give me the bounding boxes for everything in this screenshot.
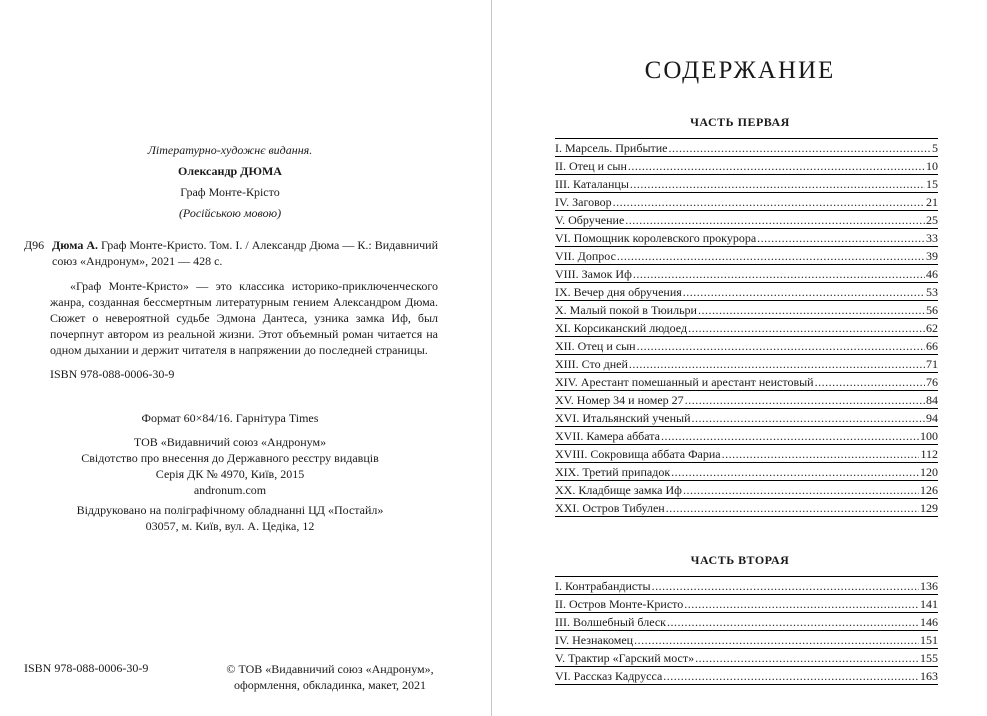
chapter-title: VII. Допрос — [555, 249, 616, 263]
part-two-chapter-list — [555, 576, 938, 685]
toc-entry[interactable] — [555, 499, 938, 517]
imprint-page — [0, 0, 490, 716]
isbn: ISBN 978-088-0006-30-9 — [50, 367, 175, 381]
chapter-title: IV. Незнакомец — [555, 633, 634, 647]
chapter-page-number: 56 — [926, 303, 938, 317]
dot-leader — [671, 464, 919, 480]
chapter-page-number: 163 — [920, 669, 938, 683]
chapter-title: V. Трактир «Гарский мост» — [555, 651, 695, 665]
dot-leader — [629, 356, 925, 372]
chapter-title: I. Контрабандисты — [555, 579, 651, 593]
part-one-chapter-list — [555, 138, 938, 517]
chapter-page-number: 5 — [932, 141, 938, 155]
toc-entry[interactable] — [555, 157, 938, 175]
chapter-title: V. Обручение — [555, 213, 625, 227]
dot-leader — [613, 194, 925, 210]
publisher-line: Серія ДК № 4970, Київ, 2015 — [155, 467, 305, 481]
chapter-page-number: 33 — [926, 231, 938, 245]
book-title: Граф Монте-Крісто — [180, 185, 280, 199]
dot-leader — [625, 212, 925, 228]
chapter-title: I. Марсель. Прибытие — [555, 141, 668, 155]
chapter-page-number: 71 — [926, 357, 938, 371]
toc-entry[interactable] — [555, 427, 938, 445]
chapter-page-number: 10 — [926, 159, 938, 173]
chapter-page-number: 94 — [926, 411, 938, 425]
dot-leader — [757, 230, 925, 246]
dot-leader — [633, 266, 925, 282]
bibliographic-description — [52, 237, 438, 269]
copyright-notice — [200, 661, 460, 693]
toc-entry[interactable] — [555, 649, 938, 667]
toc-entry[interactable] — [555, 247, 938, 265]
page-gutter — [491, 0, 492, 716]
chapter-page-number: 100 — [920, 429, 938, 443]
toc-entry[interactable] — [555, 667, 938, 685]
chapter-page-number: 39 — [926, 249, 938, 263]
biblio-author: Дюма А. — [52, 238, 99, 252]
toc-entry[interactable] — [555, 229, 938, 247]
chapter-page-number: 53 — [926, 285, 938, 299]
toc-entry[interactable] — [555, 595, 938, 613]
chapter-title: II. Остров Монте-Кристо — [555, 597, 684, 611]
dot-leader — [617, 248, 925, 264]
part-two-title: ЧАСТЬ ВТОРАЯ — [690, 553, 790, 567]
chapter-title: II. Отец и сын — [555, 159, 627, 173]
chapter-title: XXI. Остров Тибулен — [555, 501, 665, 515]
chapter-page-number: 84 — [926, 393, 938, 407]
publisher-info — [30, 434, 430, 498]
chapter-title: XX. Кладбище замка Иф — [555, 483, 682, 497]
toc-entry[interactable] — [555, 409, 938, 427]
dot-leader — [695, 650, 919, 666]
contents-page — [493, 0, 987, 716]
chapter-page-number: 76 — [926, 375, 938, 389]
part-one-title: ЧАСТЬ ПЕРВАЯ — [690, 115, 790, 129]
dot-leader — [630, 176, 925, 192]
copyright-line: оформлення, обкладинка, макет, 2021 — [233, 678, 427, 692]
chapter-page-number: 151 — [920, 633, 938, 647]
chapter-title: III. Каталанцы — [555, 177, 629, 191]
dot-leader — [683, 284, 925, 300]
chapter-page-number: 21 — [926, 195, 938, 209]
dot-leader — [683, 482, 919, 498]
toc-entry[interactable] — [555, 211, 938, 229]
edition-type: Літературно-художнє видання. — [147, 143, 313, 157]
dot-leader — [669, 140, 932, 156]
publisher-line: ТОВ «Видавничий союз «Андронум» — [133, 435, 327, 449]
chapter-title: XVII. Камера аббата — [555, 429, 661, 443]
printer-address: 03057, м. Київ, вул. А. Цедіка, 12 — [145, 519, 315, 533]
toc-entry[interactable] — [555, 139, 938, 157]
dot-leader — [652, 578, 919, 594]
publisher-line: Свідотство про внесення до Державного реєстру видавців — [81, 451, 379, 465]
toc-entry[interactable] — [555, 337, 938, 355]
chapter-title: IV. Заговор — [555, 195, 612, 209]
toc-entry[interactable] — [555, 481, 938, 499]
dot-leader — [815, 374, 925, 390]
chapter-page-number: 62 — [926, 321, 938, 335]
toc-entry[interactable] — [555, 301, 938, 319]
isbn-footer: ISBN 978-088-0006-30-9 — [24, 661, 149, 675]
author-name: Олександр ДЮМА — [178, 164, 282, 178]
toc-entry[interactable] — [555, 355, 938, 373]
toc-entry[interactable] — [555, 175, 938, 193]
toc-entry[interactable] — [555, 631, 938, 649]
toc-entry[interactable] — [555, 445, 938, 463]
chapter-title: X. Малый покой в Тюильри — [555, 303, 697, 317]
language-note: (Російською мовою) — [178, 206, 282, 220]
chapter-title: VI. Рассказ Кадрусса — [555, 669, 663, 683]
chapter-page-number: 141 — [920, 597, 938, 611]
chapter-page-number: 15 — [926, 177, 938, 191]
chapter-title: XIII. Сто дней — [555, 357, 628, 371]
chapter-page-number: 66 — [926, 339, 938, 353]
dot-leader — [688, 320, 925, 336]
dot-leader — [663, 668, 919, 684]
chapter-title: VIII. Замок Иф — [555, 267, 632, 281]
chapter-title: XVI. Итальянский ученый — [555, 411, 691, 425]
printer-line: Віддруковано на поліграфічному обладнанні ЦД «Постайл» — [76, 503, 384, 517]
chapter-title: IX. Вечер дня обручения — [555, 285, 682, 299]
chapter-page-number: 129 — [920, 501, 938, 515]
toc-entry[interactable] — [555, 391, 938, 409]
format-info: Формат 60×84/16. Гарнітура Times — [141, 411, 319, 425]
chapter-page-number: 126 — [920, 483, 938, 497]
chapter-page-number: 120 — [920, 465, 938, 479]
printer-info — [30, 502, 430, 534]
chapter-title: XVIII. Сокровища аббата Фариа — [555, 447, 721, 461]
chapter-title: XIV. Арестант помешанный и арестант неистовый — [555, 375, 814, 389]
dot-leader — [685, 392, 925, 408]
biblio-text: Граф Монте-Кристо. Том. I. / Александр Дюма — К.: Видавничий союз «Андронум», 2021 — 428 с. — [52, 238, 439, 268]
chapter-page-number: 136 — [920, 579, 938, 593]
annotation: «Граф Монте-Кристо» — это классика историко-приключенческого жанра, созданная бессмертным литературным гением Александром Дюма. Сюжет о невероятной судьбе Эдмона Дантеса, узника замка Иф, был почерпнут автором из реальной жизни. Этот объемный роман читается на одном дыхании и держит читателя в напряжении до последней страницы. — [50, 279, 438, 357]
classification-code: Д96 — [24, 238, 45, 252]
dot-leader — [634, 632, 919, 648]
toc-entry[interactable] — [555, 613, 938, 631]
chapter-title: XII. Отец и сын — [555, 339, 636, 353]
dot-leader — [698, 302, 925, 318]
dot-leader — [684, 596, 919, 612]
dot-leader — [637, 338, 925, 354]
dot-leader — [628, 158, 925, 174]
chapter-page-number: 25 — [926, 213, 938, 227]
publisher-website: andronum.com — [193, 483, 267, 497]
dot-leader — [692, 410, 926, 426]
copyright-line: © ТОВ «Видавничий союз «Андронум», — [226, 662, 434, 676]
chapter-title: XV. Номер 34 и номер 27 — [555, 393, 684, 407]
dot-leader — [722, 446, 920, 462]
chapter-page-number: 146 — [920, 615, 938, 629]
chapter-page-number: 46 — [926, 267, 938, 281]
toc-entry[interactable] — [555, 577, 938, 595]
toc-entry[interactable] — [555, 373, 938, 391]
contents-title: СОДЕРЖАНИЕ — [644, 57, 836, 84]
toc-entry[interactable] — [555, 283, 938, 301]
chapter-title: XI. Корсиканский людоед — [555, 321, 688, 335]
dot-leader — [661, 428, 919, 444]
chapter-page-number: 155 — [920, 651, 938, 665]
chapter-page-number: 112 — [920, 447, 938, 461]
toc-entry[interactable] — [555, 265, 938, 283]
toc-entry[interactable] — [555, 193, 938, 211]
chapter-title: VI. Помощник королевского прокурора — [555, 231, 757, 245]
toc-entry[interactable] — [555, 463, 938, 481]
chapter-title: XIX. Третий припадок — [555, 465, 671, 479]
chapter-title: III. Волшебный блеск — [555, 615, 666, 629]
toc-entry[interactable] — [555, 319, 938, 337]
dot-leader — [667, 614, 919, 630]
dot-leader — [666, 500, 919, 516]
